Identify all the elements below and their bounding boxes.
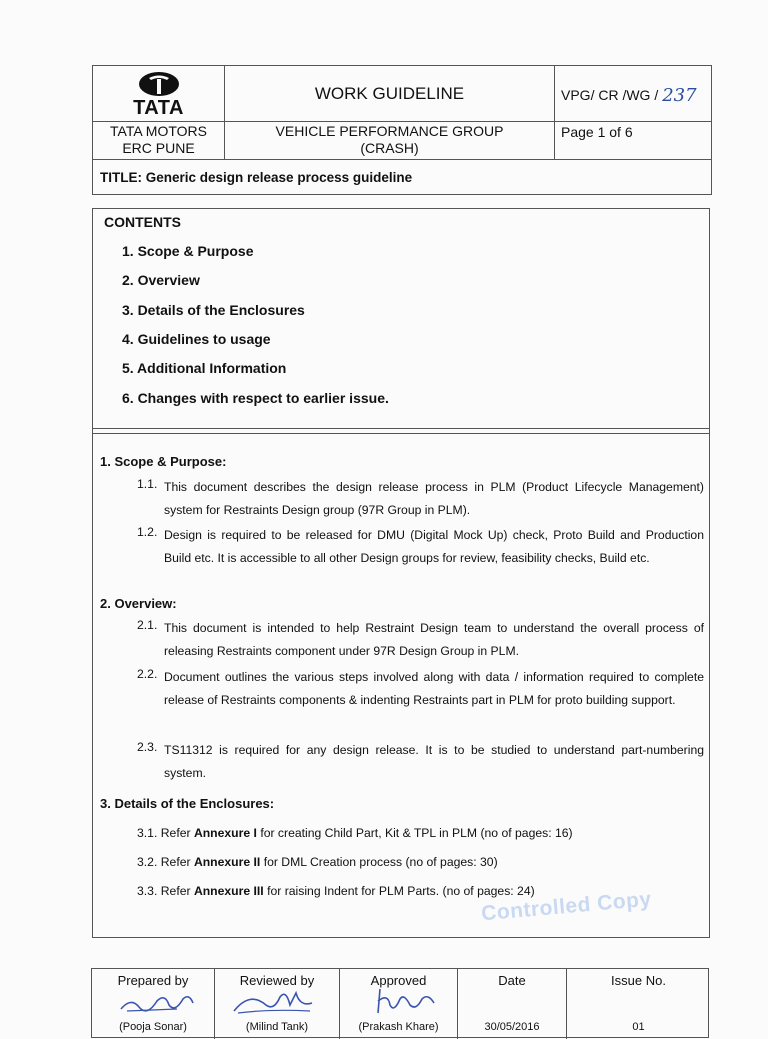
approved-signature-icon [370,985,440,1017]
doc-type: WORK GUIDELINE [314,83,465,103]
doc-title: TITLE: Generic design release process guideline [100,170,413,185]
item-number: 3.2. [137,855,158,869]
annexure-ref: Annexure II [193,855,261,869]
prepared-name: (Pooja Sonar) [119,1021,187,1033]
controlled-copy-watermark: Controlled Copy [480,887,653,926]
item-number: 1.1. [137,477,158,491]
annexure-ref: Annexure III [193,884,264,898]
item-number: 1.2. [137,525,158,539]
header-table [92,65,712,195]
item-number: 3.3. [137,884,158,898]
toc-item: 2. Overview [122,272,200,288]
toc-item: 6. Changes with respect to earlier issue. [122,390,389,406]
annexure-ref: Annexure I [193,826,257,840]
group-subname: (CRASH) [360,140,419,156]
doc-ref-number: 237 [662,84,697,106]
toc-item: 3. Details of the Enclosures [122,302,305,318]
company-location: ERC PUNE [122,140,195,156]
company-logo [93,66,224,121]
prepared-by-label: Prepared by [117,972,189,988]
approved-label: Approved [370,972,427,988]
approval-table [91,968,709,1038]
section-1-title: 1. Scope & Purpose: [100,454,227,469]
item-text: TS11312 is required for any design release. It is to be studied to understand part-numbering system. [164,743,704,780]
item-text: This document is intended to help Restraint Design team to understand the overall process of releasing Restraints component under 97R Design Group in PLM. [164,621,704,658]
item-text: Document outlines the various steps involved along with data / information required to complete release of Restraints components & indenting Restraints part in PLM for proto building support. [164,670,704,707]
enclosure-item: 3.1. Refer Annexure I for creating Child Part, Kit & TPL in PLM (no of pages: 16) [137,826,573,840]
item-text: This document describes the design release process in PLM (Product Lifecycle Management) system for Restraints Design group (97R Group in PLM). [164,480,704,517]
section-2-title: 2. Overview: [100,596,177,611]
date-value: 30/05/2016 [484,1021,540,1033]
group-name: VEHICLE PERFORMANCE GROUP [275,123,504,139]
item-number: 2.3. [137,740,158,754]
group-cell [225,121,554,159]
item-text: Design is required to be released for DMU (Digital Mock Up) check, Proto Build and Production Build etc. It is accessible to all other Design groups for review, feasibility checks, Build etc. [164,528,704,565]
contents-heading: CONTENTS [104,214,181,230]
doc-ref-prefix: VPG/ CR /WG / [561,86,659,103]
toc-item: 5. Additional Information [122,360,287,376]
doc-ref [561,83,711,107]
issue-value: 01 [632,1021,645,1033]
logo-wordmark: TATA [133,96,184,119]
reviewed-name: (Milind Tank) [245,1021,309,1033]
body-box [92,428,710,938]
company-cell [93,121,224,159]
toc-item: 1. Scope & Purpose [122,243,254,259]
contents-box [92,208,710,434]
enclosure-item: 3.3. Refer Annexure III for raising Indent for PLM Parts. (no of pages: 24) [137,884,535,898]
tata-logo-icon [137,70,181,98]
reviewed-by-label: Reviewed by [239,972,315,988]
page-info: Page 1 of 6 [561,124,633,140]
reviewed-signature-icon [230,987,320,1017]
item-number: 2.1. [137,618,158,632]
approved-name: (Prakash Khare) [358,1021,439,1033]
toc-item: 4. Guidelines to usage [122,331,271,347]
issue-no-label: Issue No. [611,972,666,988]
company-name: TATA MOTORS [110,123,207,139]
section-3-title: 3. Details of the Enclosures: [100,796,275,811]
date-label: Date [498,972,526,988]
prepared-signature-icon [117,989,197,1017]
item-number: 2.2. [137,667,158,681]
enclosure-item: 3.2. Refer Annexure II for DML Creation process (no of pages: 30) [137,855,498,869]
item-number: 3.1. [137,826,158,840]
